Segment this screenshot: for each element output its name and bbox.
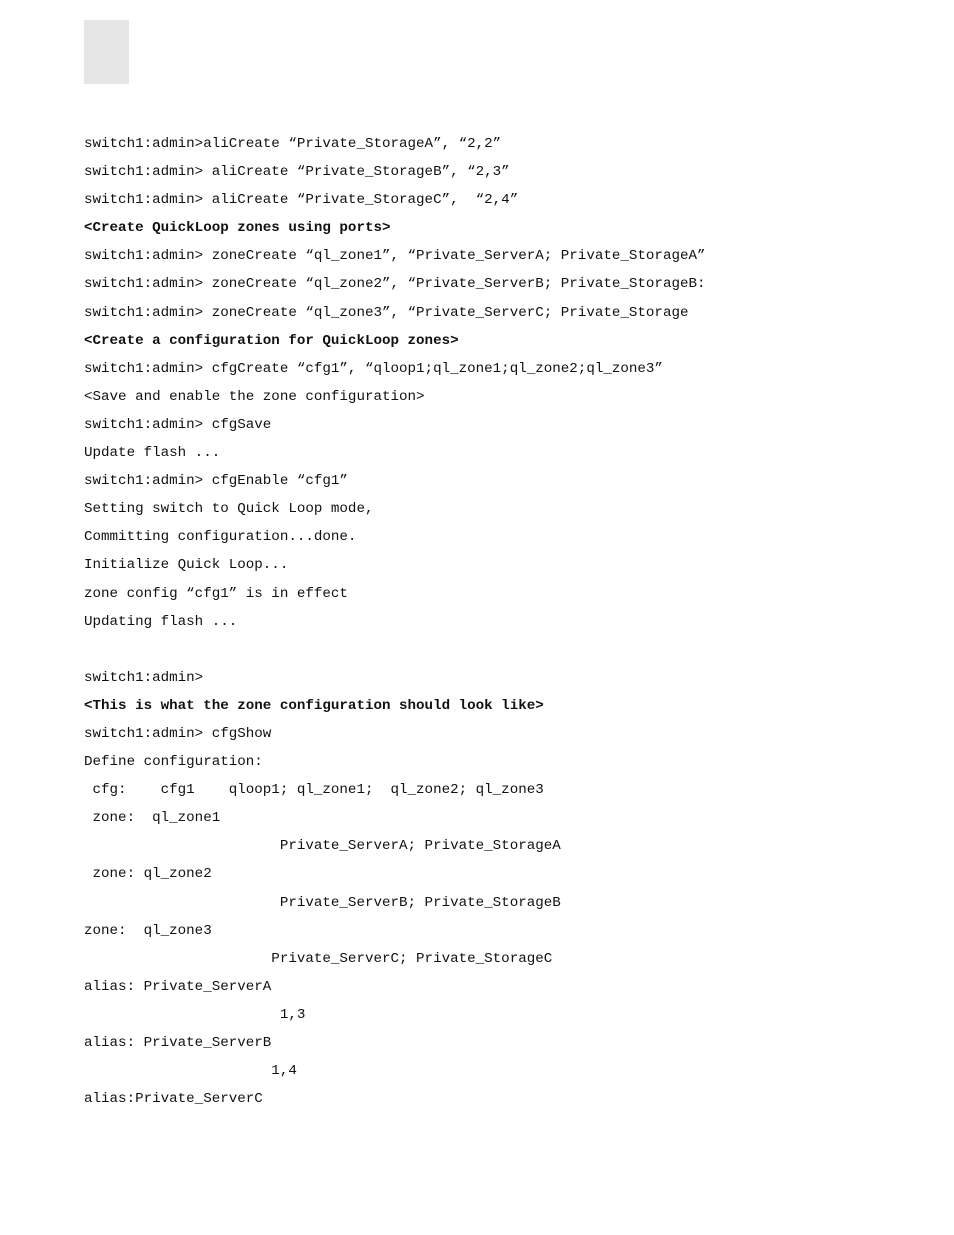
code-line: Update flash ...: [84, 445, 221, 462]
code-line: switch1:admin> cfgSave: [84, 416, 272, 433]
code-line: [84, 636, 944, 664]
code-line: zone: ql_zone3: [84, 922, 212, 939]
code-line: Private_ServerC; Private_StorageC: [84, 950, 553, 967]
code-line: Initialize Quick Loop...: [84, 557, 289, 574]
code-line: zone: ql_zone2: [84, 866, 212, 883]
code-line: zone: ql_zone1: [84, 810, 221, 827]
code-line: zone config “cfg1” is in effect: [84, 585, 348, 602]
code-line: Private_ServerB; Private_StorageB: [84, 894, 561, 911]
section-heading-line: <Create a configuration for QuickLoop zones>: [84, 332, 459, 349]
code-line: alias: Private_ServerA: [84, 978, 272, 995]
code-line: cfg: cfg1 qloop1; ql_zone1; ql_zone2; ql_zone3: [84, 782, 544, 799]
code-line: switch1:admin> aliCreate “Private_StorageC”, “2,4”: [84, 192, 519, 209]
code-line: Updating flash ...: [84, 613, 238, 630]
code-listing: [84, 130, 944, 1113]
code-line: alias:Private_ServerC: [84, 1091, 263, 1108]
code-line: switch1:admin> zoneCreate “ql_zone3”, “Private_ServerC; Private_Storage: [84, 304, 689, 321]
section-heading-line: <This is what the zone configuration should look like>: [84, 697, 544, 714]
code-line: Committing configuration...done.: [84, 529, 357, 546]
code-line: switch1:admin> aliCreate “Private_StorageB”, “2,3”: [84, 164, 510, 181]
code-line: switch1:admin> cfgShow: [84, 725, 272, 742]
code-line: 1,3: [84, 1006, 306, 1023]
code-line: <Save and enable the zone configuration>: [84, 388, 425, 405]
code-line: Private_ServerA; Private_StorageA: [84, 838, 561, 855]
page-tab-marker: [84, 20, 129, 84]
code-line: Setting switch to Quick Loop mode,: [84, 501, 374, 518]
code-line: switch1:admin> zoneCreate “ql_zone1”, “Private_ServerA; Private_StorageA”: [84, 248, 706, 265]
code-line: switch1:admin>aliCreate “Private_StorageA”, “2,2”: [84, 136, 502, 152]
code-line: alias: Private_ServerB: [84, 1035, 272, 1051]
code-line: switch1:admin> cfgCreate “cfg1”, “qloop1;ql_zone1;ql_zone2;ql_zone3”: [84, 360, 663, 377]
code-line: switch1:admin>: [84, 669, 204, 686]
code-line: 1,4: [84, 1063, 297, 1080]
code-line: Define configuration:: [84, 754, 263, 771]
code-line: switch1:admin> cfgEnable “cfg1”: [84, 473, 348, 490]
section-heading-line: <Create QuickLoop zones using ports>: [84, 220, 391, 237]
code-line: switch1:admin> zoneCreate “ql_zone2”, “Private_ServerB; Private_StorageB:: [84, 276, 706, 293]
